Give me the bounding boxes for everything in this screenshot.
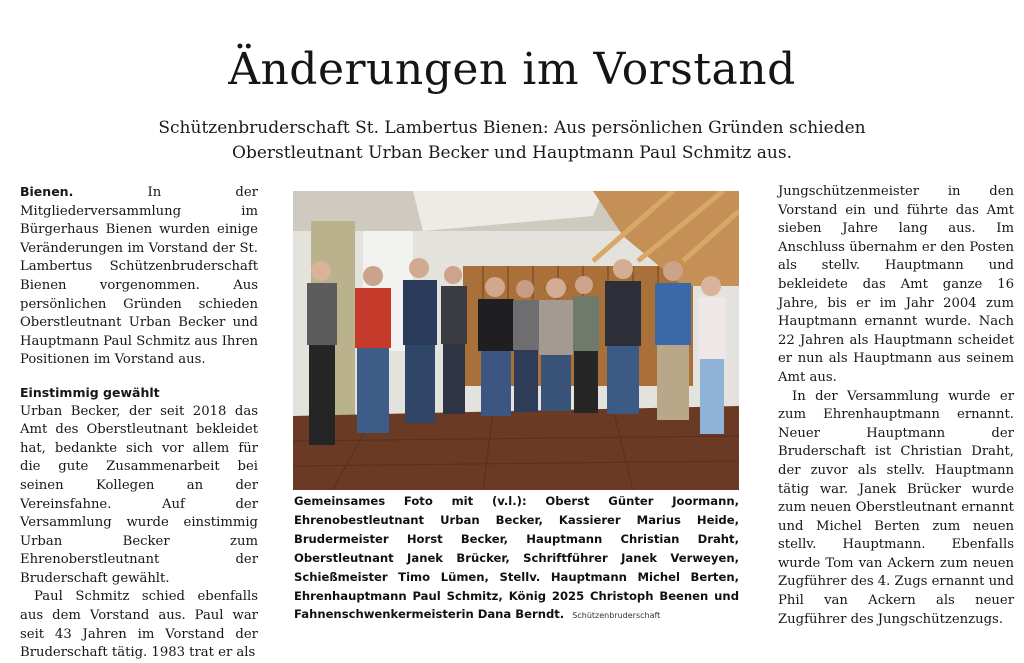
section-heading: Einstimmig gewählt [20,384,160,400]
caption-text: Gemeinsames Foto mit (v.l.): Oberst Günter Joormann, Ehrenobestleutnant Urban Becker, Kassierer Marius Heide, Brudermeister Horst Becker, Hauptmann Christian Draht, Oberstleutnant Janek Brücker, Schriftführer Janek Verweyen, Schießmeister Timo Lümen, Stellv. Hauptmann Michel Berten, Ehrenhauptmann Paul Schmitz, König 2025 Christoph Beenen und Fahnenschwenkermeisterin Dana Berndt. [294,494,739,622]
photo-caption [294,492,739,626]
article-subheadline [120,116,904,166]
body-paragraph: Jungschützenmeister in den Vorstand ein und führte das Amt sieben Jahre lang aus. Im Anschluss übernahm er den Posten als stellv. Hauptmann und bekleidete das Amt ganze 16 Jahre, bis er im Jahr 2004 zum Hauptmann ernannt wurde. Nach 22 Jahren als Hauptmann scheidet er nun als Hauptmann aus seinem Amt aus. [778,184,1014,385]
intro-paragraph [20,183,258,370]
article-column-left [20,183,258,663]
body-paragraph: In der Versammlung wurde er zum Ehrenhauptmann ernannt. Neuer Hauptmann der Bruderschaft ist Christian Draht, der zuvor als stellv. Hauptmann tätig war. Janek Brücker wurde zum neuen Oberstleutnant ernannt und Michel Berten zum neuen stellv. Hauptmann. Ebenfalls wurde Tom van Ackern zum neuen Zugführer des 4. Zugs ernannt und Phil van Ackern als neuer Zugführer des Jungschützenzugs. [778,388,1014,627]
dateline: Bienen. [20,184,74,199]
subhead-line-2: Oberstleutnant Urban Becker und Hauptmann Paul Schmitz aus. [232,143,792,163]
body-paragraph: Urban Becker, der seit 2018 das Amt des Oberstleutnant bekleidet hat, bedankte sich vor allem für die gute Zusammenarbeit bei seinen Kollegen an der Vereinsfahne. Auf der Versammlung wurde einstimmig Urban Becker zum Ehrenoberstleutnant der Bruderschaft gewählt. [20,403,258,586]
body-paragraph: Paul Schmitz schied ebenfalls aus dem Vorstand aus. Paul war seit 43 Jahren im Vorstand der Bruderschaft tätig. 1983 trat er als [20,589,258,661]
intro-text: In der Mitgliederversammlung im Bürgerhaus Bienen wurden einige Veränderungen im Vorstand der St. Lambertus Schützenbruderschaft Bienen vorgenommen. Aus persönlichen Gründen schieden Oberstleutnant Urban Becker und Hauptmann Paul Schmitz aus Ihren Positionen im Vorstand aus. [20,185,258,368]
group-photo-illustration [293,191,739,490]
article-column-right [778,183,1014,629]
subhead-line-1: Schützenbruderschaft St. Lambertus Bienen: Aus persönlichen Gründen schieden [158,118,866,138]
group-photo [293,191,739,490]
photo-credit: Schützenbruderschaft [572,611,661,621]
article-headline: Änderungen im Vorstand [228,44,796,95]
